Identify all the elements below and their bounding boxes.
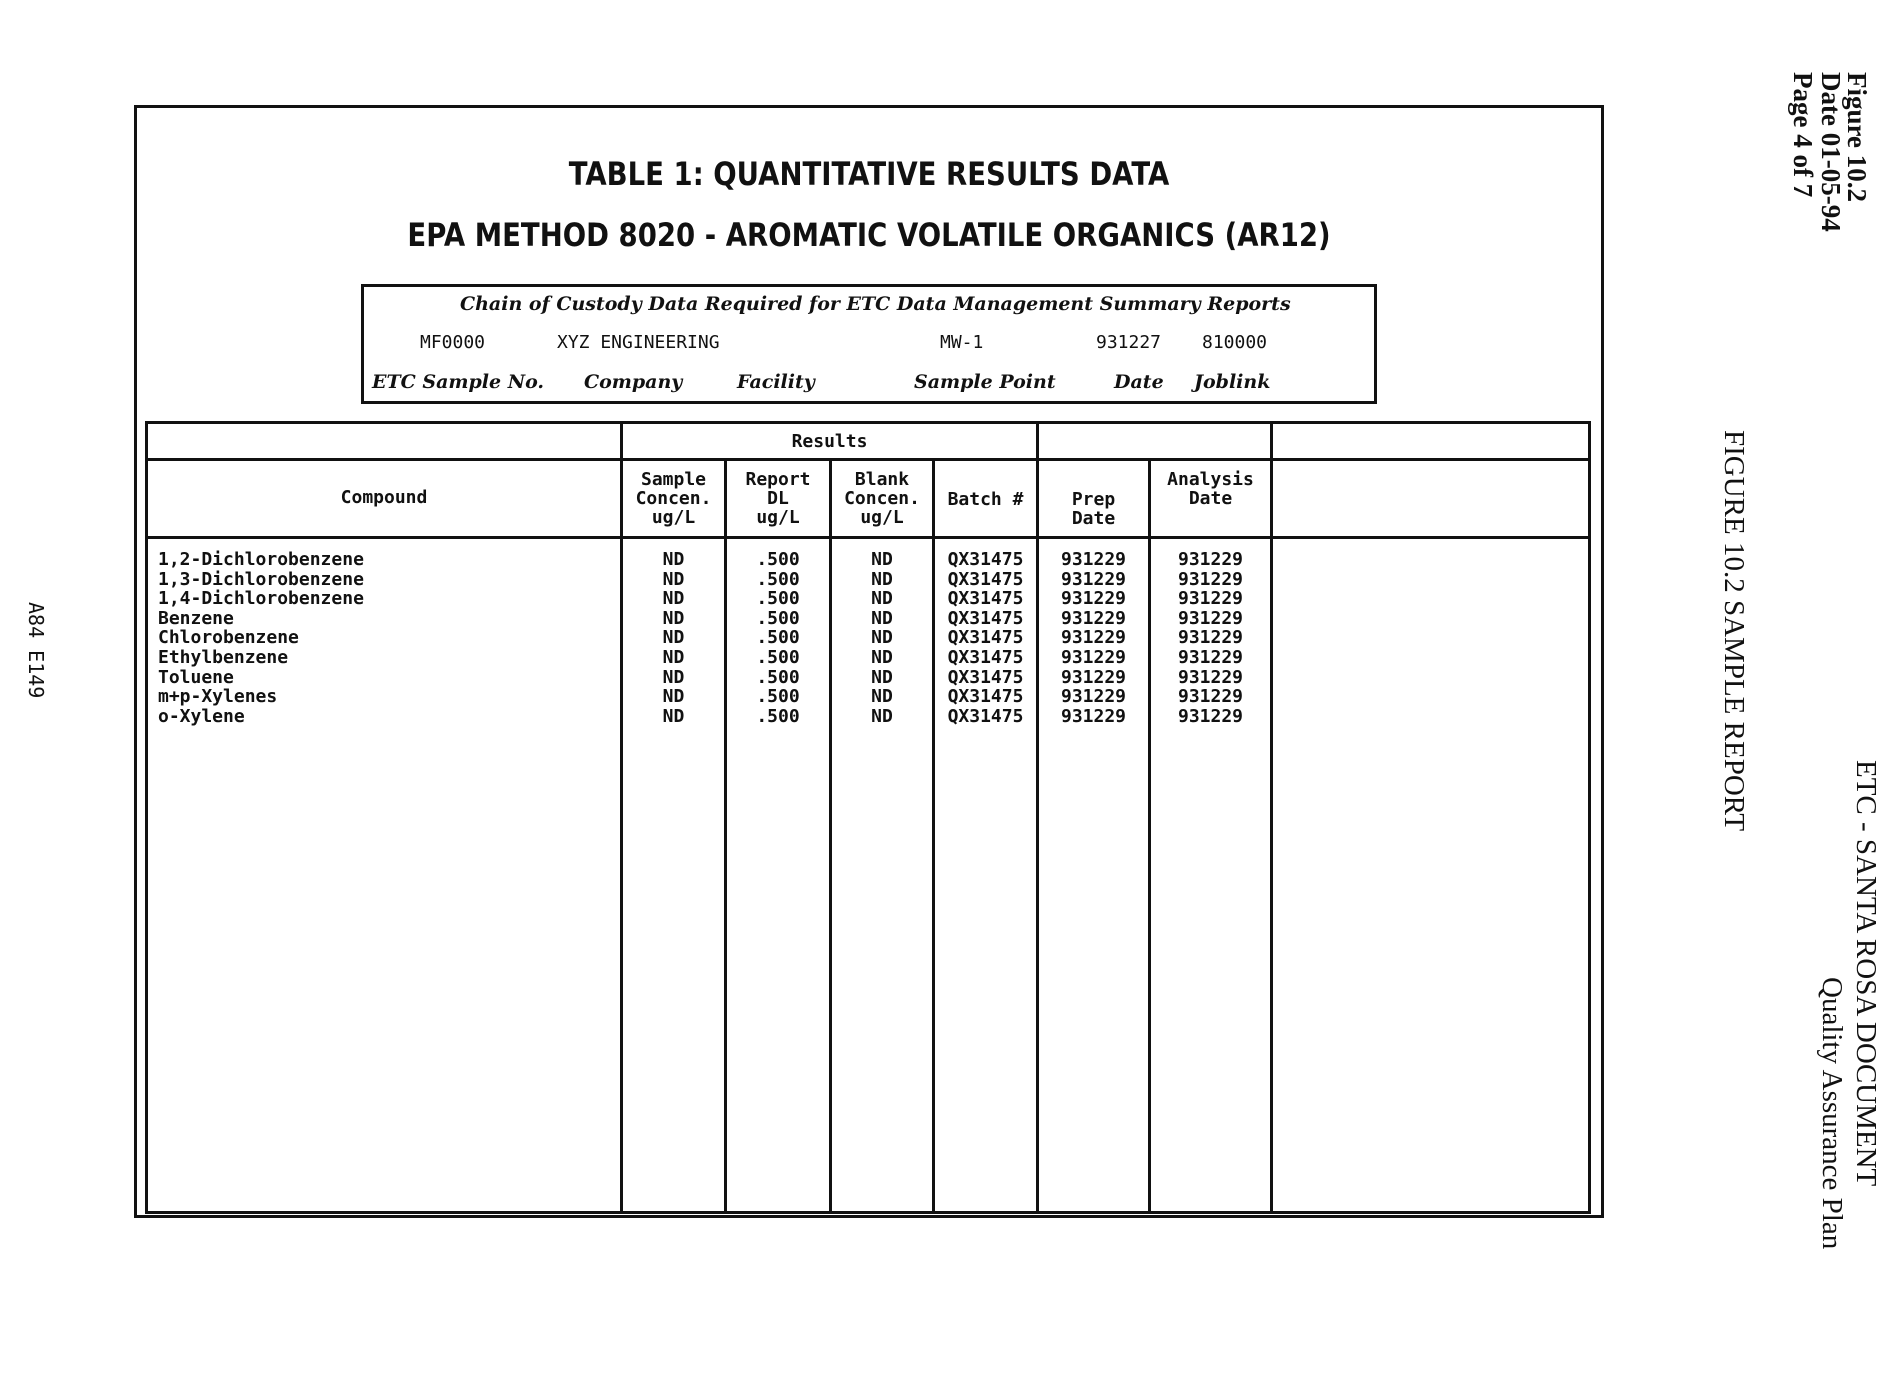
report-dl-cell: .500 xyxy=(756,588,800,610)
analysis-date-cell: 931229 xyxy=(1177,627,1244,649)
batch-cell: QX31475 xyxy=(947,568,1024,590)
compound-cell: 1,2-Dichlorobenzene xyxy=(158,549,364,570)
blank-concen-cell: ND xyxy=(871,647,893,668)
report-dl-cell: .500 xyxy=(756,549,800,570)
sample-concen-cell: ND xyxy=(662,686,685,708)
blank-concen-cell: ND xyxy=(871,705,893,727)
prep-date-cell: 931229 xyxy=(1060,588,1127,610)
compound-cell: 1,3-Dichlorobenzene xyxy=(158,568,364,590)
prep-date-cell: 931229 xyxy=(1060,549,1127,570)
coc-sample-no-label: ETC Sample No. xyxy=(372,371,545,393)
chain-of-custody-box xyxy=(361,284,1377,404)
report-dl-cell: .500 xyxy=(756,568,800,590)
sample-concen-cell: ND xyxy=(662,588,685,610)
coc-joblink-value: 810000 xyxy=(1202,332,1268,353)
report-dl-cell: .500 xyxy=(756,686,800,708)
compound-cell: Benzene xyxy=(158,607,234,629)
blank-concen-cell: ND xyxy=(871,666,893,688)
coc-heading: Chain of Custody Data Required for ETC Data Management Summary Reports xyxy=(460,293,1291,315)
coc-sample-point-label: Sample Point xyxy=(914,371,1056,393)
coc-sample-point-value: MW-1 xyxy=(940,332,984,353)
header-blank-concen: Blank Concen. ug/L xyxy=(844,469,920,528)
prep-date-cell: 931229 xyxy=(1060,647,1127,668)
sample-concen-cell: ND xyxy=(662,666,685,688)
prep-date-cell: 931229 xyxy=(1060,666,1127,688)
analysis-date-cell: 931229 xyxy=(1177,705,1244,727)
compound-cell: o-Xylene xyxy=(158,705,245,727)
batch-cell: QX31475 xyxy=(947,666,1024,688)
batch-cell: QX31475 xyxy=(947,686,1024,708)
coc-joblink-label: Joblink xyxy=(1194,371,1271,393)
compound-cell: Toluene xyxy=(158,666,234,688)
batch-cell: QX31475 xyxy=(947,647,1024,668)
prep-date-cell: 931229 xyxy=(1060,705,1127,727)
sample-concen-cell: ND xyxy=(662,549,685,570)
report-title: TABLE 1: QUANTITATIVE RESULTS DATA xyxy=(568,155,1170,193)
document-title: ETC - SANTA ROSA DOCUMENT xyxy=(1850,760,1882,1187)
header-compound: Compound xyxy=(340,487,428,508)
report-dl-cell: .500 xyxy=(756,647,800,668)
coc-date-value: 931227 xyxy=(1096,332,1162,353)
blank-concen-cell: ND xyxy=(871,549,893,570)
batch-cell: QX31475 xyxy=(947,627,1024,649)
batch-cell: QX31475 xyxy=(947,588,1024,610)
sample-concen-cell: ND xyxy=(662,568,685,590)
analysis-date-cell: 931229 xyxy=(1177,588,1244,610)
report-dl-cell: .500 xyxy=(756,627,800,649)
header-sample-concen: Sample Concen. ug/L xyxy=(635,469,712,528)
batch-cell: QX31475 xyxy=(947,607,1024,629)
report-dl-cell: .500 xyxy=(756,705,800,727)
sample-concen-cell: ND xyxy=(662,607,685,629)
report-frame xyxy=(134,105,1604,1218)
compound-cell: m+p-Xylenes xyxy=(158,686,278,708)
analysis-date-cell: 931229 xyxy=(1177,647,1244,668)
sample-concen-cell: ND xyxy=(662,705,685,727)
batch-cell: QX31475 xyxy=(947,705,1024,727)
page-number: Page 4 of 7 xyxy=(1788,72,1818,198)
coc-facility-label: Facility xyxy=(737,371,815,393)
header-report-dl: Report DL ug/L xyxy=(745,469,811,528)
compound-cell: Ethylbenzene xyxy=(158,647,289,668)
prep-date-cell: 931229 xyxy=(1060,607,1127,629)
analysis-date-cell: 931229 xyxy=(1177,607,1244,629)
analysis-date-cell: 931229 xyxy=(1177,686,1244,708)
coc-sample-no-value: MF0000 xyxy=(420,332,486,353)
prep-date-cell: 931229 xyxy=(1060,568,1127,590)
document-date: Date 01-05-94 xyxy=(1816,72,1846,232)
blank-concen-cell: ND xyxy=(871,588,893,610)
analysis-date-cell: 931229 xyxy=(1177,568,1244,590)
report-subtitle: EPA METHOD 8020 - AROMATIC VOLATILE ORGANICS (AR12) xyxy=(407,216,1331,254)
blank-concen-cell: ND xyxy=(871,686,893,708)
blank-concen-cell: ND xyxy=(871,607,893,629)
page-code: A84 E149 xyxy=(24,602,48,699)
prep-date-cell: 931229 xyxy=(1060,627,1127,649)
analysis-date-cell: 931229 xyxy=(1177,666,1244,688)
header-analysis-date: Analysis Date xyxy=(1167,469,1254,509)
coc-company-label: Company xyxy=(584,371,683,393)
analysis-date-cell: 931229 xyxy=(1177,549,1244,570)
blank-concen-cell: ND xyxy=(871,568,893,590)
report-dl-cell: .500 xyxy=(756,666,800,688)
document-subtitle: Quality Assurance Plan xyxy=(1816,977,1848,1250)
batch-cell: QX31475 xyxy=(947,549,1024,570)
blank-concen-cell: ND xyxy=(871,627,893,649)
sample-concen-cell: ND xyxy=(662,627,685,649)
results-group-header: Results xyxy=(791,431,868,452)
figure-caption: FIGURE 10.2 SAMPLE REPORT xyxy=(1718,430,1750,832)
results-table xyxy=(145,421,1591,1214)
coc-date-label: Date xyxy=(1114,371,1164,393)
header-prep-date: Prep Date xyxy=(1071,489,1116,529)
prep-date-cell: 931229 xyxy=(1060,686,1127,708)
header-batch: Batch # xyxy=(947,489,1024,510)
compound-cell: 1,4-Dichlorobenzene xyxy=(158,588,364,610)
report-dl-cell: .500 xyxy=(756,607,800,629)
coc-company-value: XYZ ENGINEERING xyxy=(557,332,720,353)
sample-concen-cell: ND xyxy=(662,647,685,668)
compound-cell: Chlorobenzene xyxy=(158,627,299,649)
figure-number: Figure 10.2 xyxy=(1842,72,1872,202)
